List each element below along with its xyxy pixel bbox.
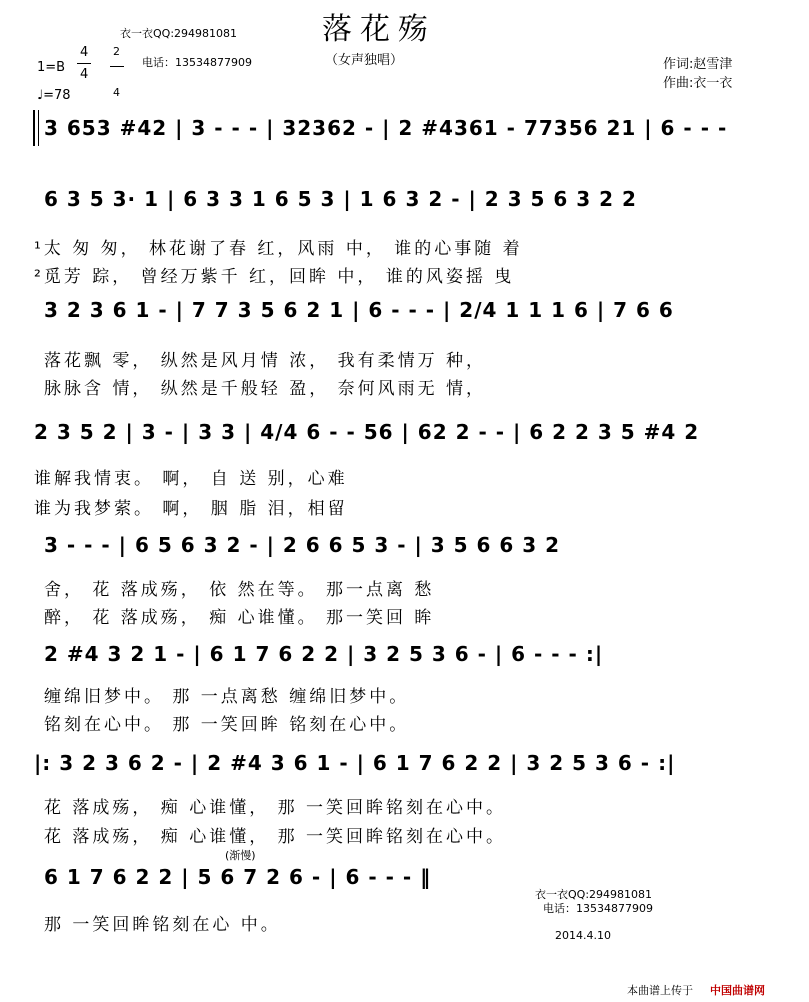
- time-signature-line: [77, 63, 91, 64]
- notation-line-7: |: 3 2 3 6 2 - | 2 #4 3 6 1 - | 6 1 7 6 2 2 | 3 2 5 3 6 - :|: [34, 751, 676, 775]
- ritardando-marking: (渐慢): [225, 849, 256, 862]
- lyric-line-5b: 醉， 花 落成殇， 痴 心谁懂。 那一笑回 眸: [44, 608, 435, 628]
- alt-time-line: [110, 66, 124, 67]
- tempo-marking: ♩=78: [37, 88, 71, 103]
- time-signature-top: 4: [80, 45, 89, 60]
- lyric-line-2a: ¹太 匆 匆， 林花谢了春 红，风雨 中， 谁的心事随 着: [34, 239, 523, 259]
- lyric-line-6a: 缠绵旧梦中。 那 一点离愁 缠绵旧梦中。: [44, 687, 410, 707]
- start-bar: [33, 110, 35, 146]
- notation-line-6: 2 #4 3 2 1 - | 6 1 7 6 2 2 | 3 2 5 3 6 - | 6 - - - :|: [44, 642, 604, 666]
- footer-upload-text: 本曲谱上传于: [627, 984, 693, 997]
- notation-line-8: 6 1 7 6 2 2 | 5 6 7 2 6 - | 6 - - - ‖: [44, 865, 432, 889]
- subtitle: （女声独唱）: [325, 53, 404, 68]
- lyric-line-4a: 谁解我情衷。 啊， 自 送 别，心难: [34, 469, 348, 489]
- notation-line-2: 6 3 5 3· 1 | 6 3 3 1 6 5 3 | 1 6 3 2 - | 2 3 5 6 3 2 2: [44, 187, 637, 211]
- notation-line-4: 2 3 5 2 | 3 - | 3 3 | 4/4 6 - - 56 | 62 2 - - | 6 2 2 3 5 #4 2: [34, 420, 700, 444]
- lyricist: 作词:赵雪津: [663, 57, 733, 72]
- lyric-line-7a: 花 落成殇， 痴 心谁懂， 那 一笑回眸铭刻在心中。: [44, 798, 507, 818]
- key-signature: 1=B: [37, 60, 66, 75]
- notation-line-5: 3 - - - | 6 5 6 3 2 - | 2 6 6 5 3 - | 3 5 6 6 3 2: [44, 533, 561, 557]
- notation-line-3: 3 2 3 6 1 - | 7 7 3 5 6 2 1 | 6 - - - | 2/4 1 1 1 6 | 7 6 6: [44, 298, 674, 322]
- time-signature-bottom: 4: [80, 67, 89, 82]
- lyric-line-2b: ²觅芳 踪， 曾经万紫千 红，回眸 中， 谁的风姿摇 曳: [34, 267, 515, 287]
- header-qq: 衣一衣QQ:294981081: [120, 27, 238, 40]
- lyric-line-7b: 花 落成殇， 痴 心谁懂， 那 一笑回眸铭刻在心中。: [44, 827, 507, 847]
- lyric-line-8a: 那 一笑回眸铭刻在心 中。: [44, 915, 281, 935]
- composer: 作曲:衣一衣: [663, 76, 733, 91]
- footer-site-logo[interactable]: 中国曲谱网: [710, 984, 765, 997]
- lyric-line-5a: 舍， 花 落成殇， 依 然在等。 那一点离 愁: [44, 580, 435, 600]
- signature-phone: 电话：13534877909: [543, 902, 653, 915]
- lyric-line-4b: 谁为我梦萦。 啊， 胭 脂 泪，相留: [34, 499, 348, 519]
- signature-qq: 衣一衣QQ:294981081: [535, 888, 653, 901]
- alt-time-top: 2: [113, 45, 120, 58]
- header-phone: 电话：13534877909: [142, 56, 252, 69]
- alt-time-bottom: 4: [113, 86, 120, 99]
- lyric-line-6b: 铭刻在心中。 那 一笑回眸 铭刻在心中。: [44, 715, 410, 735]
- start-bar-thin: [38, 110, 39, 146]
- notation-line-1: 3 653 #42 | 3 - - - | 32362 - | 2 #4361 - 77356 21 | 6 - - -: [44, 116, 728, 140]
- lyric-line-3b: 脉脉含 情， 纵然是千般轻 盈， 奈何风雨无 情，: [44, 379, 487, 399]
- page-title: 落花殇: [322, 12, 436, 47]
- lyric-line-3a: 落花飘 零， 纵然是风月情 浓， 我有柔情万 种，: [44, 351, 487, 371]
- signature-date: 2014.4.10: [555, 929, 611, 942]
